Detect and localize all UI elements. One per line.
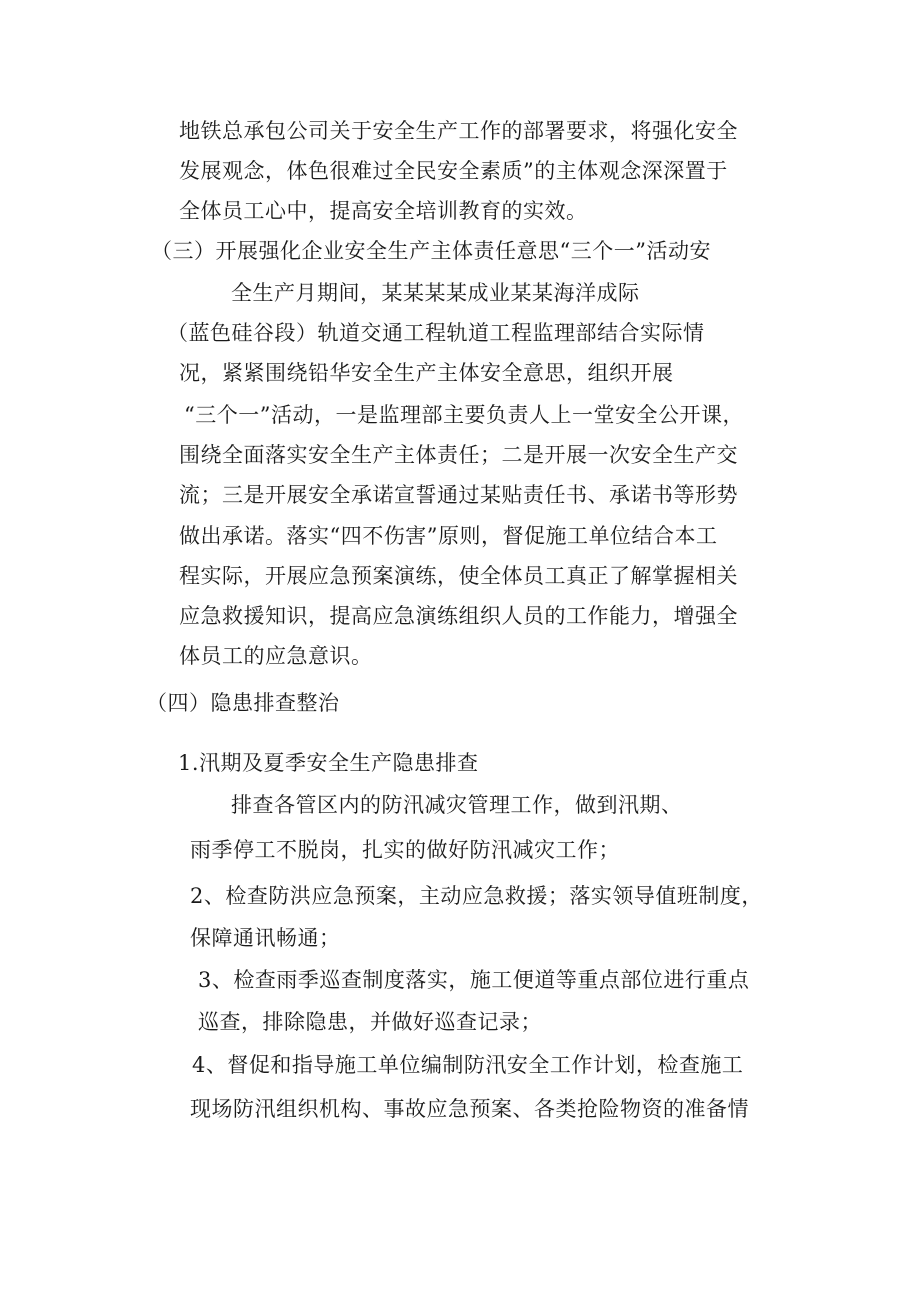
body-line-3: 全体员工心中，提高安全培训教育的实效。 <box>179 199 588 223</box>
body-line-18: 雨季停工不脱岗，扎实的做好防汛减灾工作； <box>190 838 620 862</box>
body-line-14: 体员工的应急意识。 <box>179 644 373 668</box>
body-line-11: 做出承诺。落实“四不伤害”原则，督促施工单位结合本工 <box>179 524 718 548</box>
list-item-2-cont: 保障通讯畅通； <box>190 926 341 950</box>
body-line-13: 应急救援知识，提高应急演练组织人员的工作能力，增强全 <box>179 604 738 628</box>
list-item-2: 2、检查防洪应急预案，主动应急救援；落实领导值班制度， <box>190 884 763 908</box>
body-line-17: 排查各管区内的防汛减灾管理工作，做到汛期、 <box>231 793 683 817</box>
list-item-4-cont: 现场防汛组织机构、事故应急预案、各类抢险物资的准备情 <box>190 1097 749 1121</box>
section-heading-3: （三）开展强化企业安全生产主体责任意思“三个一”活动安 <box>151 239 711 263</box>
list-item-3: 3、检查雨季巡查制度落实，施工便道等重点部位进行重点 <box>198 968 750 992</box>
subsection-heading-1: 1.汛期及夏季安全生产隐患排查 <box>178 751 479 775</box>
body-line-2: 发展观念，体色很难过全民安全素质”的主体观念深深置于 <box>179 159 728 183</box>
body-line-8: “三个一”活动，一是监理部主要负责人上一堂安全公开课， <box>184 403 744 427</box>
body-line-12: 程实际，开展应急预案演练，使全体员工真正了解掌握相关 <box>179 564 738 588</box>
body-line-5: 全生产月期间，某某某某成业某某海洋成际 <box>231 281 640 305</box>
body-line-10: 流；三是开展安全承诺宣誓通过某贴责任书、承诺书等形势 <box>179 483 738 507</box>
section-heading-4: （四）隐患排查整治 <box>146 691 340 715</box>
body-line-9: 围绕全面落实安全生产主体责任；二是开展一次安全生产交 <box>179 443 738 467</box>
body-line-7: 况，紧紧围绕铅华安全生产主体安全意思，组织开展 <box>179 361 674 385</box>
body-line-1: 地铁总承包公司关于安全生产工作的部署要求，将强化安全 <box>179 119 738 143</box>
body-line-6: （蓝色硅谷段）轨道交通工程轨道工程监理部结合实际情 <box>167 321 705 345</box>
list-item-4: 4、督促和指导施工单位编制防汛安全工作计划，检查施工 <box>192 1053 744 1077</box>
list-item-3-cont: 巡查，排除隐患，并做好巡查记录； <box>198 1010 542 1034</box>
